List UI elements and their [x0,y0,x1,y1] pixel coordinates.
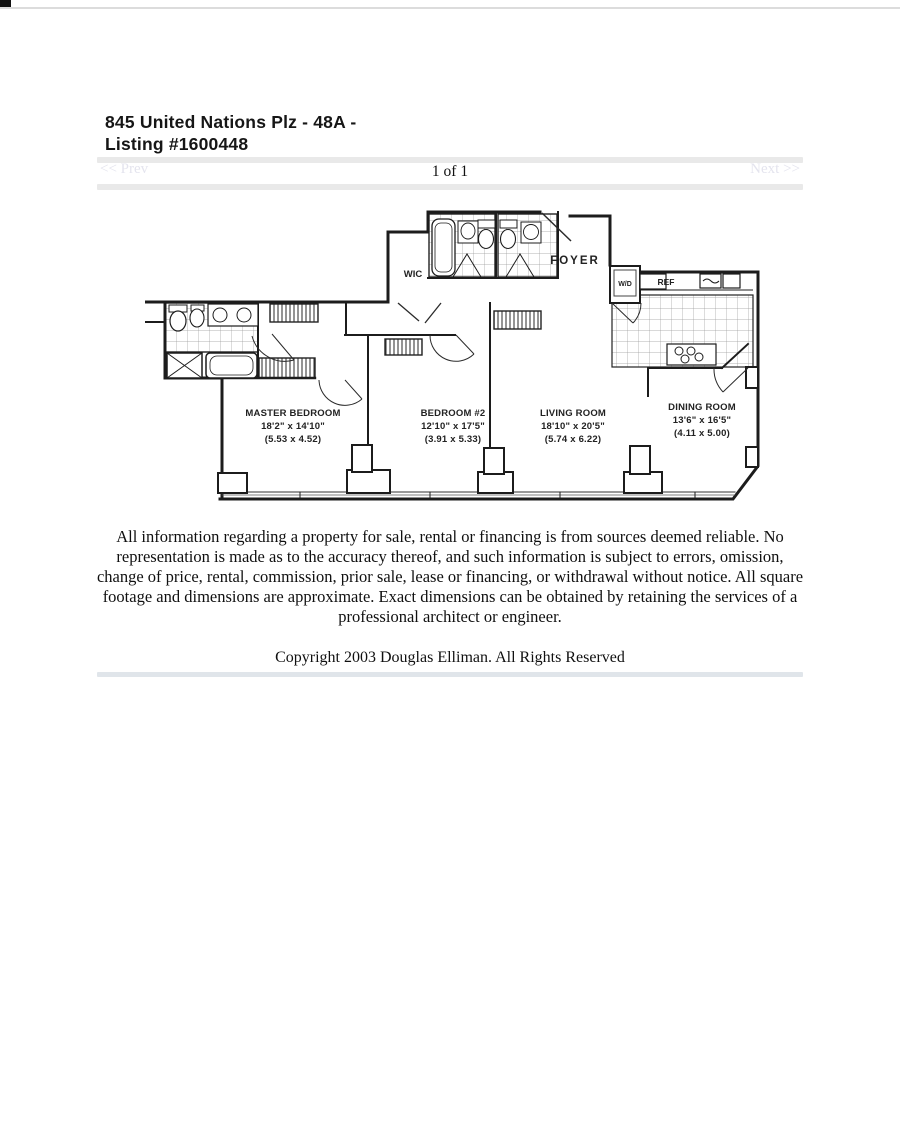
refrigerator-label: REF [657,277,675,287]
scan-artifact-topline [0,7,900,9]
washer-dryer-label: W/D [618,281,632,288]
room-dims-ft: 12'10" x 17'5" [421,421,485,432]
closet-hatching [259,304,541,378]
room-dims-ft: 18'10" x 20'5" [541,421,605,432]
room-label-master-bedroom [228,407,358,446]
room-label-dining-room [641,401,763,440]
wic-label: WIC [403,269,423,280]
room-name: DINING ROOM [668,402,736,413]
room-dims-m: (5.53 x 4.52) [264,434,322,445]
room-dims-ft: 18'2" x 14'10" [261,421,325,432]
next-link[interactable]: Next >> [750,161,800,177]
room-dims-ft: 13'6" x 16'5" [672,415,732,426]
disclaimer-text: All information regarding a property for sale, rental or financing is from sources deemed reliable. No representation is made as to the accuracy thereof, and such information is subject to errors, omission, change of price, rental, commission, prior sale, lease or financing, or withdrawal without notice. All square footage and dimensions are approximate. Exact dimensions can be obtained by retaining the services of a professional architect or engineer. [96,527,804,626]
room-name: LIVING ROOM [539,408,607,419]
foyer-label: FOYER [550,255,600,267]
listing-address: 845 United Nations Plz - 48A - [105,112,357,132]
listing-number: Listing #1600448 [105,134,249,154]
floor-plan-drawing [145,205,765,510]
room-dims-m: (4.11 x 5.00) [674,428,730,439]
separator-below-pagination [97,184,803,190]
room-name: BEDROOM #2 [420,408,486,419]
room-label-living-room [513,407,633,446]
room-dims-m: (5.74 x 6.22) [544,434,602,445]
room-label-bedroom-2 [393,407,513,446]
floor-plan [145,205,765,510]
separator-bottom [97,672,803,677]
room-dims-m: (3.91 x 5.33) [424,434,482,445]
listing-title [105,111,356,155]
room-name: MASTER BEDROOM [245,408,341,419]
copyright-text: Copyright 2003 Douglas Elliman. All Rights Reserved [275,649,625,666]
page-indicator: 1 of 1 [431,163,469,180]
prev-link[interactable]: << Prev [100,161,149,177]
